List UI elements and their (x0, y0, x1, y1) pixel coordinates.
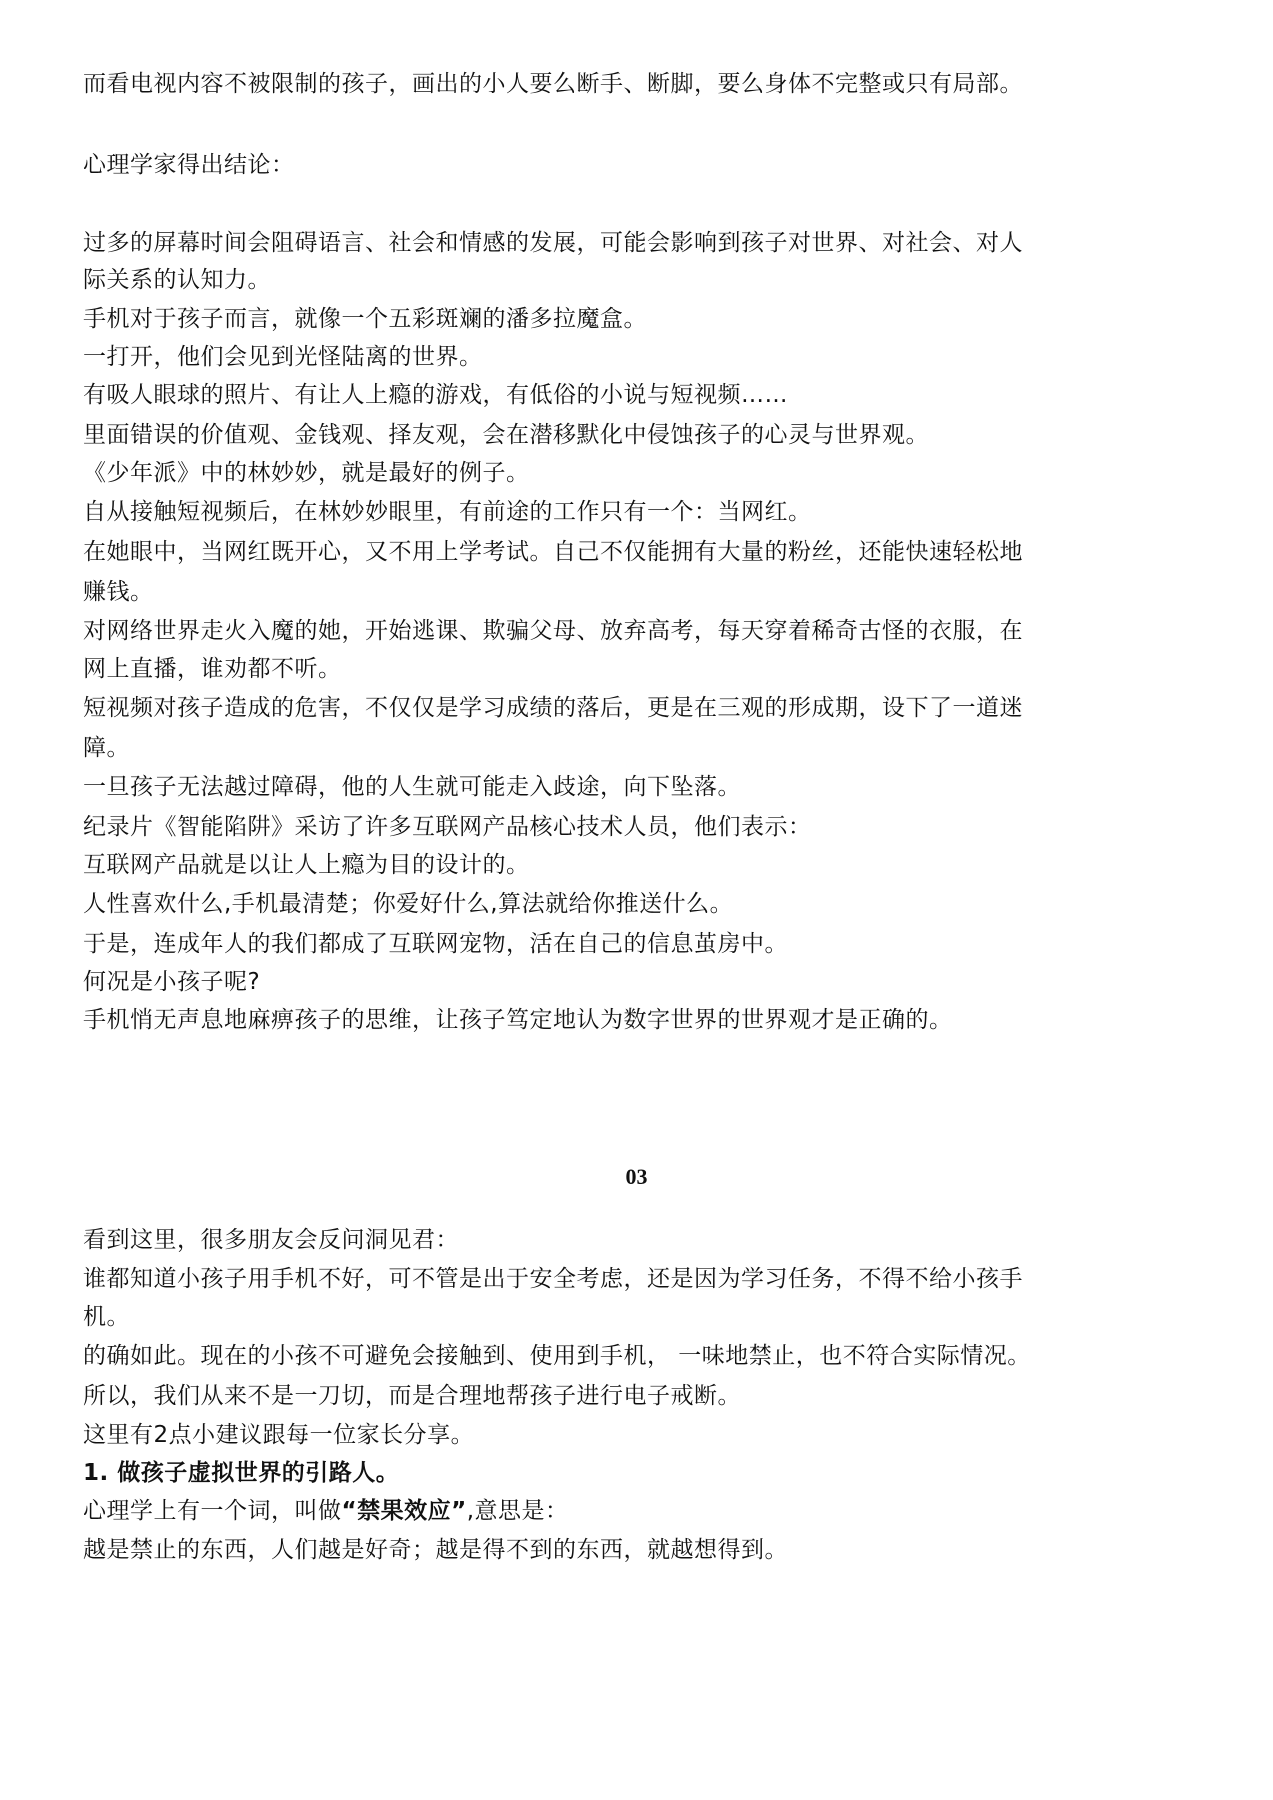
paragraph-line: 心理学家得出结论： (83, 152, 295, 178)
paragraph-line: 《少年派》中的林妙妙，就是最好的例子。 (83, 460, 530, 486)
paragraph-line: 一打开，他们会见到光怪陆离的世界。 (83, 344, 483, 370)
paragraph-line: 的确如此。现在的小孩不可避免会接触到、使用到手机， 一味地禁止，也不符合实际情况。 (83, 1343, 1031, 1369)
paragraph-line: 对网络世界走火入魔的她，开始逃课、欺骗父母、放弃高考，每天穿着稀奇古怪的衣服，在 (83, 618, 1023, 644)
section-heading: 03 (625, 1164, 648, 1189)
paragraph-line: 越是禁止的东西，人们越是好奇；越是得不到的东西，就越想得到。 (83, 1537, 788, 1563)
paragraph-line: 障。 (83, 735, 130, 761)
paragraph-line: 人性喜欢什么,手机最清楚；你爱好什么,算法就给你推送什么。 (83, 891, 734, 917)
effect-line-after: ,意思是： (466, 1498, 569, 1524)
effect-term: “禁果效应” (341, 1498, 467, 1524)
paragraph-line: 谁都知道小孩子用手机不好，可不管是出于安全考虑，还是因为学习任务，不得不给小孩手 (83, 1266, 1023, 1292)
paragraph-line: 网上直播，谁劝都不听。 (83, 656, 342, 682)
effect-line-before: 心理学上有一个词，叫做 (83, 1498, 342, 1524)
paragraph-line: 一旦孩子无法越过障碍，他的人生就可能走入歧途，向下坠落。 (83, 774, 741, 800)
paragraph-line: 机。 (83, 1304, 130, 1330)
paragraph-line: 这里有2点小建议跟每一位家长分享。 (83, 1422, 475, 1448)
paragraph-line: 手机悄无声息地麻痹孩子的思维，让孩子笃定地认为数字世界的世界观才是正确的。 (83, 1007, 953, 1033)
paragraph-line: 纪录片《智能陷阱》采访了许多互联网产品核心技术人员，他们表示： (83, 814, 812, 840)
paragraph-line: 手机对于孩子而言，就像一个五彩斑斓的潘多拉魔盒。 (83, 306, 647, 332)
paragraph-line: 际关系的认知力。 (83, 267, 271, 293)
paragraph-line: 在她眼中，当网红既开心，又不用上学考试。自己不仅能拥有大量的粉丝，还能快速轻松地 (83, 539, 1023, 565)
paragraph-line: 所以，我们从来不是一刀切，而是合理地帮孩子进行电子戒断。 (83, 1383, 741, 1409)
paragraph-line: 何况是小孩子呢? (83, 969, 261, 995)
paragraph-line: 短视频对孩子造成的危害，不仅仅是学习成绩的落后，更是在三观的形成期，设下了一道迷 (83, 695, 1023, 721)
paragraph-line: 看到这里，很多朋友会反问洞见君： (83, 1227, 459, 1253)
paragraph-line: 赚钱。 (83, 579, 154, 605)
paragraph-line: 而看电视内容不被限制的孩子，画出的小人要么断手、断脚，要么身体不完整或只有局部。 (83, 71, 1023, 97)
paragraph-line: 互联网产品就是以让人上瘾为目的设计的。 (83, 852, 530, 878)
paragraph-line: 自从接触短视频后，在林妙妙眼里，有前途的工作只有一个：当网红。 (83, 499, 812, 525)
effect-line (83, 1497, 1193, 1525)
paragraph-line: 里面错误的价值观、金钱观、择友观，会在潜移默化中侵蚀孩子的心灵与世界观。 (83, 422, 929, 448)
paragraph-line: 有吸人眼球的照片、有让人上瘾的游戏，有低俗的小说与短视频…… (83, 382, 788, 408)
point-1-title: 1. 做孩子虚拟世界的引路人。 (83, 1460, 400, 1486)
paragraph-line: 于是，连成年人的我们都成了互联网宠物，活在自己的信息茧房中。 (83, 931, 788, 957)
paragraph-line: 过多的屏幕时间会阻碍语言、社会和情感的发展，可能会影响到孩子对世界、对社会、对人 (83, 230, 1023, 256)
